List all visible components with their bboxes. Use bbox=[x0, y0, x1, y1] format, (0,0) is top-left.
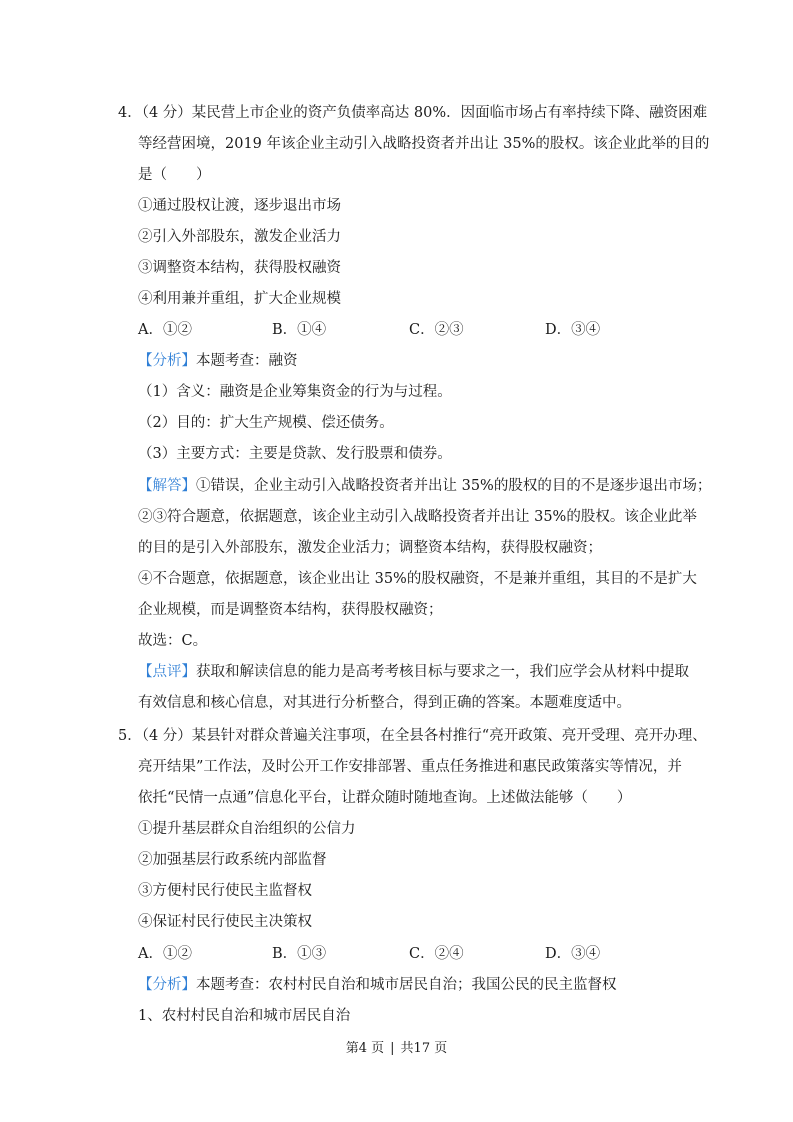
q4-answer-line-5: 企业规模，而是调整资本结构，获得股权融资； bbox=[138, 602, 443, 618]
page-footer bbox=[0, 1040, 793, 1058]
comment-tag: 【点评】 bbox=[138, 664, 196, 680]
q5-choice-4: ④保证村民行使民主决策权 bbox=[138, 914, 312, 930]
q4-answer-line-2: ②③符合题意，依据题意，该企业主动引入战略投资者并出让 35%的股权。该企业此举 bbox=[138, 509, 697, 525]
comment-first-line: 获取和解读信息的能力是高考考核目标与要求之一，我们应学会从材料中提取 bbox=[196, 664, 689, 680]
q4-analysis bbox=[138, 351, 298, 371]
q5-choice-1: ①提升基层群众自治组织的公信力 bbox=[138, 821, 356, 837]
q4-analysis-line-2: （2）目的：扩大生产规模、偿还债务。 bbox=[138, 415, 394, 431]
q4-comment-line-2: 有效信息和核心信息，对其进行分析整合，得到正确的答案。本题难度适中。 bbox=[138, 695, 631, 711]
q4-option-d: D．③④ bbox=[545, 322, 601, 338]
q4-answer-line-4: ④不合题意，依据题意，该企业出让 35%的股权融资，不是兼并重组，其目的不是扩大 bbox=[138, 571, 697, 587]
q4-choice-3: ③调整资本结构，获得股权融资 bbox=[138, 260, 341, 276]
q5-analysis bbox=[138, 975, 617, 995]
q5-choice-2: ②加强基层行政系统内部监督 bbox=[138, 852, 327, 868]
q4-option-b: B．①④ bbox=[272, 322, 327, 338]
answer-first-line: ①错误，企业主动引入战略投资者并出让 35%的股权的目的不是逐步退出市场； bbox=[196, 478, 712, 494]
q4-answer-line-6: 故选：C。 bbox=[138, 633, 208, 649]
page-number: 第4 页 bbox=[345, 1041, 385, 1056]
answer-tag: 【解答】 bbox=[138, 478, 196, 494]
analysis-text: 本题考查：农村村民自治和城市居民自治；我国公民的民主监督权 bbox=[196, 977, 617, 993]
q4-option-a: A．①② bbox=[138, 322, 192, 338]
q5-option-b: B．①③ bbox=[272, 946, 327, 962]
footer-separator: | bbox=[390, 1041, 395, 1056]
page-total: 共17 页 bbox=[400, 1041, 448, 1056]
q4-analysis-line-3: （3）主要方式：主要是贷款、发行股票和债券。 bbox=[138, 446, 452, 462]
q5-stem-line-2: 亮开结果”工作法，及时公开工作安排部署、重点任务推进和惠民政策落实等情况，并 bbox=[138, 759, 682, 775]
q4-comment bbox=[138, 662, 689, 682]
q5-option-d: D．③④ bbox=[545, 946, 601, 962]
analysis-tag: 【分析】 bbox=[138, 977, 196, 993]
q5-option-a: A．①② bbox=[138, 946, 192, 962]
q5-choice-3: ③方便村民行使民主监督权 bbox=[138, 883, 312, 899]
q4-analysis-line-1: （1）含义：融资是企业筹集资金的行为与过程。 bbox=[138, 384, 452, 400]
q4-stem-line-1: 4．（4 分）某民营上市企业的资产负债率高达 80%．因面临市场占有率持续下降、融资困难 bbox=[118, 105, 708, 121]
q4-answer-line-3: 的目的是引入外部股东，激发企业活力；调整资本结构，获得股权融资； bbox=[138, 540, 602, 556]
analysis-tag: 【分析】 bbox=[138, 353, 196, 369]
q4-choice-1: ①通过股权让渡，逐步退出市场 bbox=[138, 198, 341, 214]
q4-stem-line-3: 是（ ） bbox=[138, 167, 211, 183]
q5-stem-line-3: 依托“民情一点通”信息化平台，让群众随时随地查询。上述做法能够（ ） bbox=[138, 790, 632, 806]
q4-choice-2: ②引入外部股东，激发企业活力 bbox=[138, 229, 341, 245]
q4-option-c: C．②③ bbox=[409, 322, 464, 338]
q4-stem-line-2: 等经营困境，2019 年该企业主动引入战略投资者并出让 35%的股权。该企业此举的目的 bbox=[138, 136, 710, 152]
analysis-text: 本题考查：融资 bbox=[196, 353, 298, 369]
q5-option-c: C．②④ bbox=[409, 946, 464, 962]
q4-choice-4: ④利用兼并重组，扩大企业规模 bbox=[138, 291, 341, 307]
q4-answer bbox=[138, 476, 711, 496]
q5-analysis-line-1: 1、农村村民自治和城市居民自治 bbox=[138, 1008, 351, 1024]
q5-stem-line-1: 5．（4 分）某县针对群众普遍关注事项，在全县各村推行“亮开政策、亮开受理、亮开办理、 bbox=[118, 728, 707, 744]
